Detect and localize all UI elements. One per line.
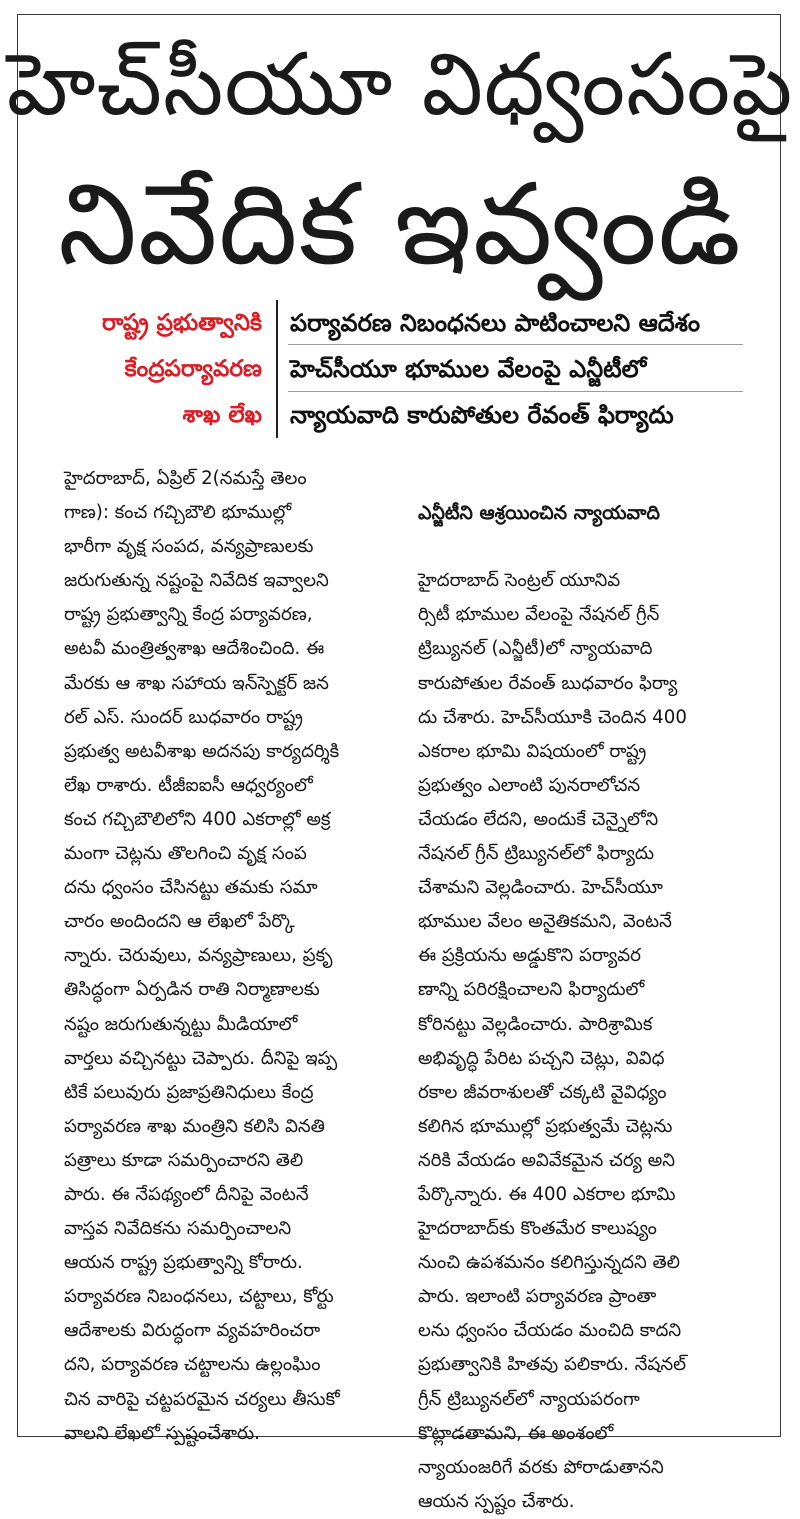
subhead-divider-1 — [288, 344, 743, 345]
right-column — [418, 462, 750, 1519]
subhead-3: న్యాయవాది కారుపోతుల రేవంత్ ఫిర్యాదు — [290, 401, 674, 429]
headline-line-2: నివేదిక ఇవ్వండి — [58, 160, 742, 290]
kicker-line-3: శాఖ లేఖ — [182, 402, 262, 428]
subhead-1: పర్యావరణ నిబంధనలు పాటించాలని ఆదేశం — [290, 309, 701, 337]
headline-line-1: హెచ్‌సీయూ విధ్వంసంపై — [6, 35, 794, 135]
right-column-subhead: ఎన్జీటీని ఆశ్రయించిన న్యాయవాది — [418, 502, 660, 525]
right-column-body: హైదరాబాద్ సెంట్రల్ యూనివ ర్సిటీ భూముల వేలంపై నేషనల్ గ్రీన్ ట్రిబ్యునల్ (ఎన్జీటీ)లో న్యాయవాది కారుపోతుల రేవంత్ బుధవారం ఫిర్యా దు చేశారు. హెచ్‌సీయూకి చెందిన 400 ఎకరాల భూమి విషయంలో రాష్ట్ర ప్రభుత్వం ఎలాంటి పునరాలోచన చేయడం లేదని, అందుకే చెన్నైలోని నేషనల్ గ్రీన్ ట్రిబ్యునల్‌లో ఫిర్యాదు చేశామని వెల్లడించారు. హెచ్‌సీయూ భూముల వేలం అనైతికమని, వెంటనే ఈ ప్రక్రియను అడ్డుకొని పర్యావర ణాన్ని పరిరక్షించాలని ఫిర్యాదులో కోరినట్టు వెల్లడించారు. పారిశ్రామిక అభివృద్ధి పేరిట పచ్చని చెట్లు, వివిధ రకాల జీవరాశులతో చక్కటి వైవిధ్యం కలిగిన భూముల్లో ప్రభుత్వమే చెట్లను నరికి వేయడం అవివేకమైన చర్య అని పేర్కొన్నారు. ఈ 400 ఎకరాల భూమి హైదరాబాద్‌కు కొంతమేర కాలుష్యం నుంచి ఉపశమనం కలిగిస్తున్నదని తెలి పారు. ఇలాంటి పర్యావరణ ప్రాంతా లను ధ్వంసం చేయడం మంచిది కాదని ప్రభుత్వానికి హితవు పలికారు. నేషనల్ గ్రీన్ ట్రిబ్యునల్‌లో న్యాయపరంగా కొట్లాడతామని, ఈ అంశంలో న్యాయంజరిగే వరకు పోరాడుతానని ఆయన స్పష్టం చేశారు. — [418, 570, 687, 1512]
kicker-divider — [276, 300, 278, 438]
kicker-line-2: కేంద్రపర్యావరణ — [124, 356, 262, 382]
kicker — [40, 300, 262, 438]
kicker-line-1: రాష్ట్ర ప్రభుత్వానికి — [102, 310, 262, 336]
left-column-body: హైదరాబాద్, ఏప్రిల్ 2(నమస్తే తెలం గాణ): కంచ గచ్చిబౌలి భూముల్లో భారీగా వృక్ష సంపద, వన్యప్రాణులకు జరుగుతున్న నష్టంపై నివేదిక ఇవ్వాలని రాష్ట్ర ప్రభుత్వాన్ని కేంద్ర పర్యావరణ, అటవీ మంత్రిత్వశాఖ ఆదేశించింది. ఈ మేరకు ఆ శాఖ సహాయ ఇన్‌స్పెక్టర్ జన రల్ ఎస్. సుందర్ బుధవారం రాష్ట్ర ప్రభుత్వ అటవీశాఖ అదనపు కార్యదర్శికి లేఖ రాశారు. టీజీఐఐసీ ఆధ్వర్యంలో కంచ గచ్చిబౌలిలోని 400 ఎకరాల్లో అక్ర మంగా చెట్లను తొలగించి వృక్ష సంప దను ధ్వంసం చేసినట్టు తమకు సమా చారం అందిందని ఆ లేఖలో పేర్కొ న్నారు. చెరువులు, వన్యప్రాణులు, ప్రకృ తిసిద్ధంగా ఏర్పడిన రాతి నిర్మాణాలకు నష్టం జరుగుతున్నట్టు మీడియాలో వార్తలు వచ్చినట్టు చెప్పారు. దీనిపై ఇప్ప టికే పలువురు ప్రజాప్రతినిధులు కేంద్ర పర్యావరణ శాఖ మంత్రిని కలిసి వినతి పత్రాలు కూడా సమర్పించారని తెలి పారు. ఈ నేపథ్యంలో దీనిపై వెంటనే వాస్తవ నివేదికను సమర్పించాలని ఆయన రాష్ట్ర ప్రభుత్వాన్ని కోరారు. పర్యావరణ నిబంధనలు, చట్టాలు, కోర్టు ఆదేశాలకు విరుద్ధంగా వ్యవహరించరా దని, పర్యావరణ చట్టాలను ఉల్లంఘిం చిన వారిపై చట్టపరమైన చర్యలు తీసుకో వాలని లేఖలో స్పష్టంచేశారు. — [64, 468, 340, 1444]
subhead-2: హెచ్‌సీయూ భూముల వేలంపై ఎన్జీటీలో — [290, 355, 647, 383]
